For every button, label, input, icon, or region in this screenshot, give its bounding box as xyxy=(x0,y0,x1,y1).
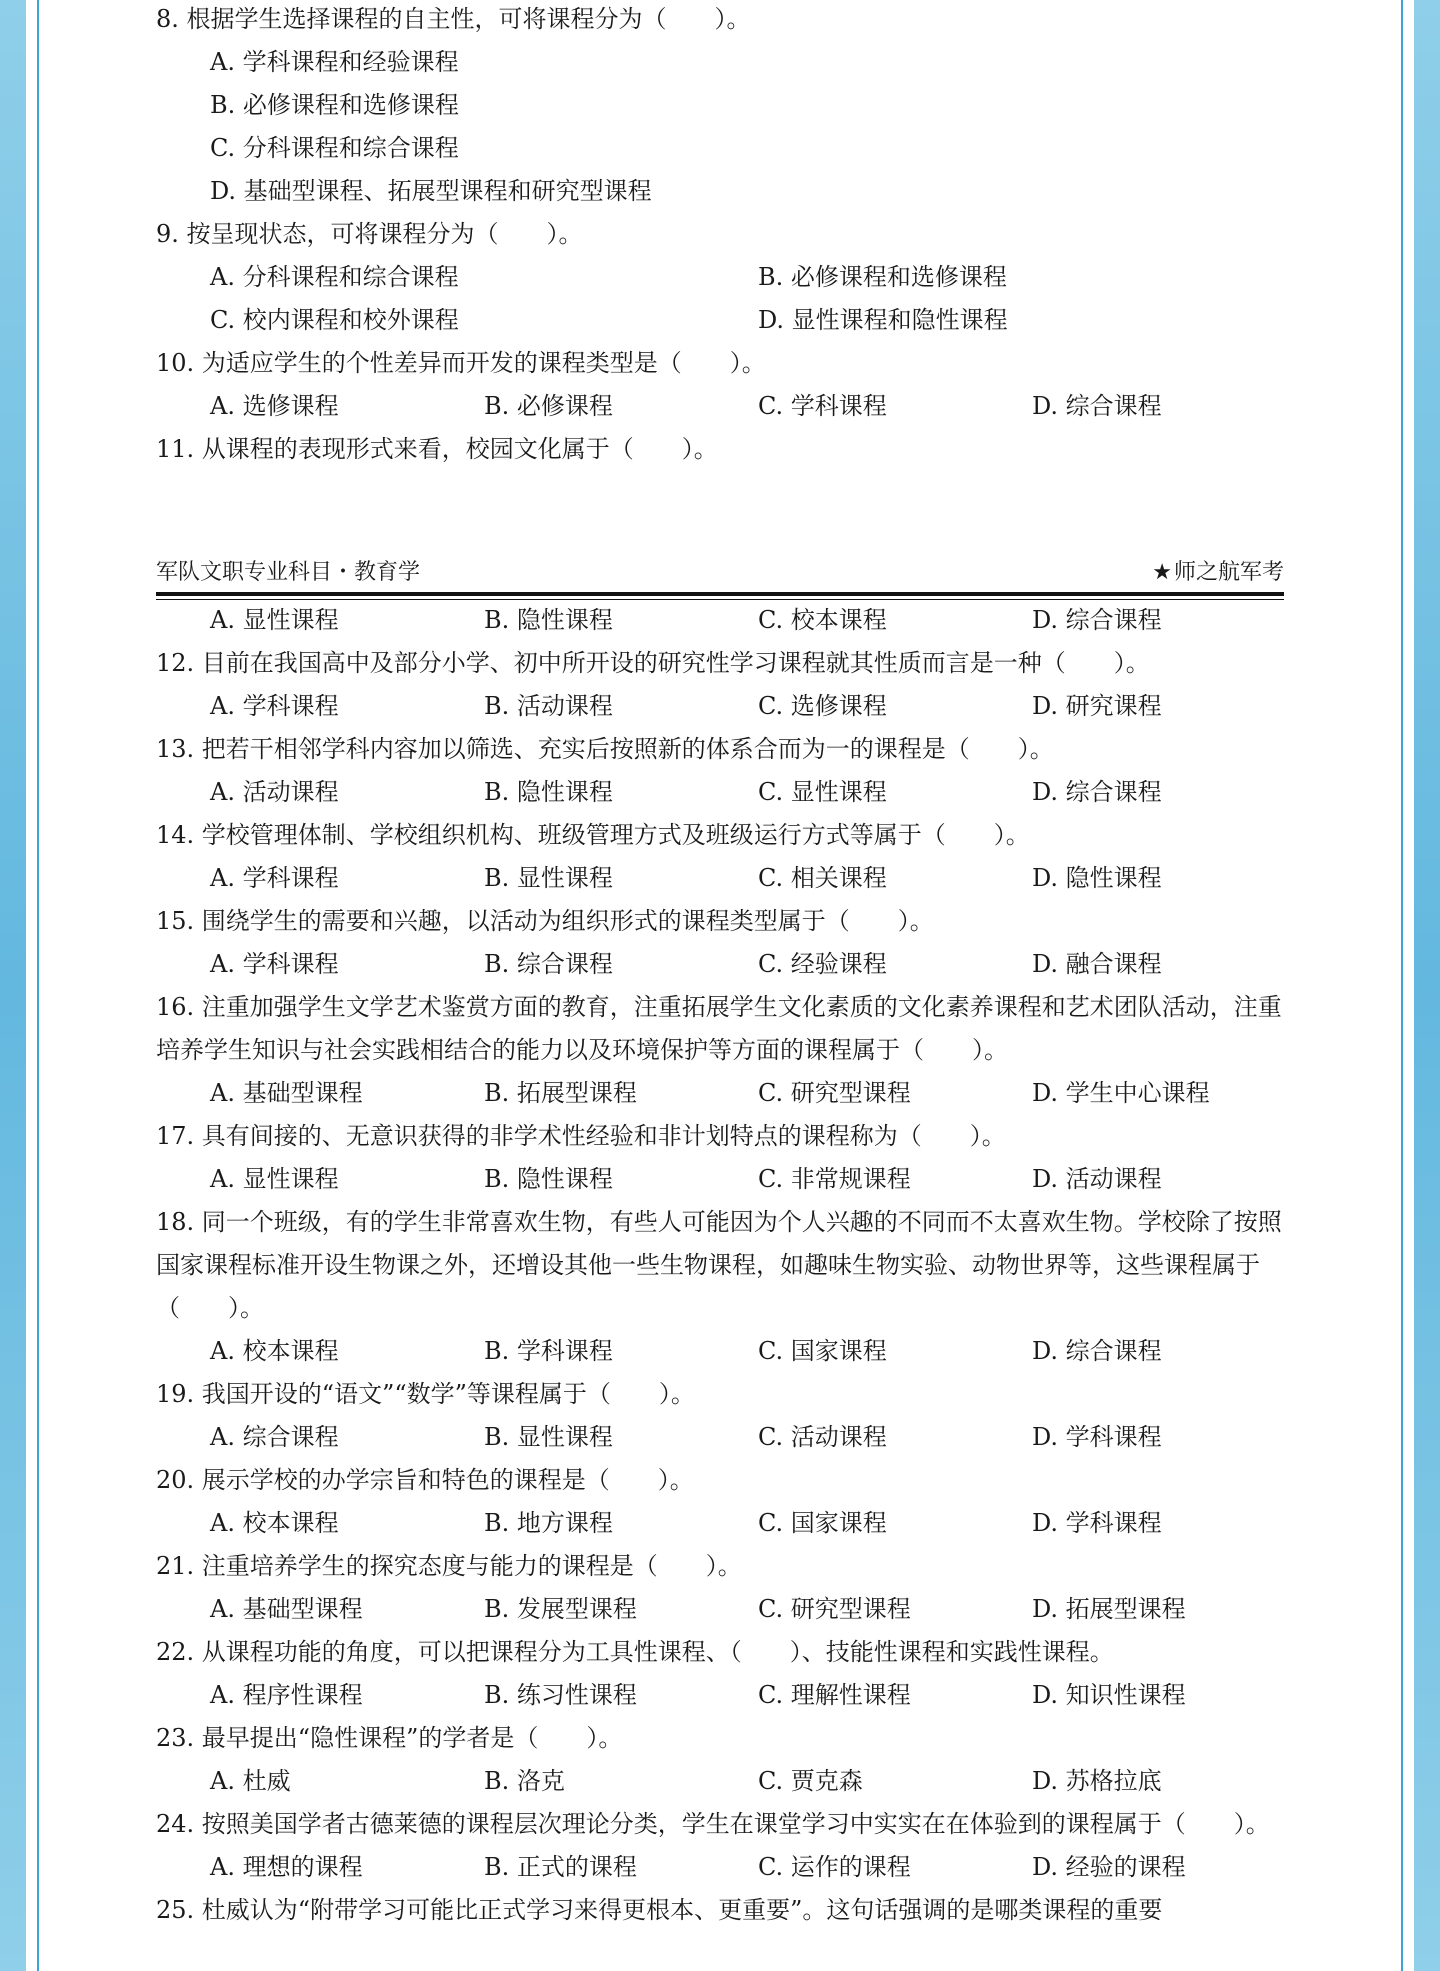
left-decor-rule xyxy=(37,0,39,1971)
question-18-options xyxy=(156,1330,1284,1373)
question-15-option-c: C. 经验课程 xyxy=(758,950,887,978)
question-14-options xyxy=(156,857,1284,900)
question-20-option-b: B. 地方课程 xyxy=(484,1509,613,1537)
header-right xyxy=(1152,558,1284,588)
question-10-option-b: B. 必修课程 xyxy=(484,392,613,420)
question-16-stem: 16. 注重加强学生文学艺术鉴赏方面的教育，注重拓展学生文化素质的文化素养课程和艺术团队活动，注重培养学生知识与社会实践相结合的能力以及环境保护等方面的课程属于（ ）。 xyxy=(156,993,1282,1064)
question-17-stem: 17. 具有间接的、无意识获得的非学术性经验和非计划特点的课程称为（ ）。 xyxy=(156,1122,1006,1150)
question-14-option-d: D. 隐性课程 xyxy=(1032,864,1162,892)
question-13-option-c: C. 显性课程 xyxy=(758,778,887,806)
question-23-option-b: B. 洛克 xyxy=(484,1767,565,1795)
question-17-option-b: B. 隐性课程 xyxy=(484,1165,613,1193)
question-23-option-d: D. 苏格拉底 xyxy=(1032,1767,1162,1795)
question-13-options xyxy=(156,771,1284,814)
question-14-option-c: C. 相关课程 xyxy=(758,864,887,892)
question-19-option-b: B. 显性课程 xyxy=(484,1423,613,1451)
right-decor-rule xyxy=(1401,0,1403,1971)
question-13-option-d: D. 综合课程 xyxy=(1032,778,1162,806)
question-11-stem: 11. 从课程的表现形式来看，校园文化属于（ ）。 xyxy=(156,435,718,463)
question-21-options xyxy=(156,1588,1284,1631)
question-11-option-b: B. 隐性课程 xyxy=(484,606,613,634)
question-22-option-c: C. 理解性课程 xyxy=(758,1681,911,1709)
question-12-stem: 12. 目前在我国高中及部分小学、初中所开设的研究性学习课程就其性质而言是一种（ ）。 xyxy=(156,649,1150,677)
question-13-stem: 13. 把若干相邻学科内容加以筛选、充实后按照新的体系合而为一的课程是（ ）。 xyxy=(156,735,1054,763)
question-21-option-b: B. 发展型课程 xyxy=(484,1595,637,1623)
question-8-option-d: D. 基础型课程、拓展型课程和研究型课程 xyxy=(210,177,652,205)
question-25-stem: 25. 杜威认为“附带学习可能比正式学习来得更根本、更重要”。这句话强调的是哪类课程的重要 xyxy=(156,1896,1163,1924)
question-10-option-a: A. 选修课程 xyxy=(210,392,339,420)
question-15-option-d: D. 融合课程 xyxy=(1032,950,1162,978)
question-9-option-a: A. 分科课程和综合课程 xyxy=(210,263,459,291)
question-13-option-a: A. 活动课程 xyxy=(210,778,339,806)
question-9-options-row-1 xyxy=(156,256,1284,299)
question-24-options xyxy=(156,1846,1284,1889)
question-24-option-c: C. 运作的课程 xyxy=(758,1853,911,1881)
question-22-options xyxy=(156,1674,1284,1717)
question-24-stem: 24. 按照美国学者古德莱德的课程层次理论分类，学生在课堂学习中实实在在体验到的课程属于（ ）。 xyxy=(156,1810,1270,1838)
question-22-option-d: D. 知识性课程 xyxy=(1032,1681,1186,1709)
question-13-option-b: B. 隐性课程 xyxy=(484,778,613,806)
question-10-option-d: D. 综合课程 xyxy=(1032,392,1162,420)
question-18-option-b: B. 学科课程 xyxy=(484,1337,613,1365)
question-12-option-b: B. 活动课程 xyxy=(484,692,613,720)
question-22-option-b: B. 练习性课程 xyxy=(484,1681,637,1709)
top-question-block xyxy=(156,0,1284,471)
question-18-option-d: D. 综合课程 xyxy=(1032,1337,1162,1365)
question-12-option-c: C. 选修课程 xyxy=(758,692,887,720)
question-9-stem: 9. 按呈现状态，可将课程分为（ ）。 xyxy=(156,220,583,248)
question-14-stem: 14. 学校管理体制、学校组织机构、班级管理方式及班级运行方式等属于（ ）。 xyxy=(156,821,1030,849)
question-20-option-d: D. 学科课程 xyxy=(1032,1509,1162,1537)
question-21-option-a: A. 基础型课程 xyxy=(210,1595,363,1623)
main-question-block xyxy=(156,599,1284,1932)
question-24-option-a: A. 理想的课程 xyxy=(210,1853,363,1881)
question-12-options xyxy=(156,685,1284,728)
question-19-option-d: D. 学科课程 xyxy=(1032,1423,1162,1451)
question-10-options xyxy=(156,385,1284,428)
question-23-options xyxy=(156,1760,1284,1803)
question-17-option-c: C. 非常规课程 xyxy=(758,1165,911,1193)
question-20-option-a: A. 校本课程 xyxy=(210,1509,339,1537)
question-20-option-c: C. 国家课程 xyxy=(758,1509,887,1537)
question-17-option-a: A. 显性课程 xyxy=(210,1165,339,1193)
question-10-option-c: C. 学科课程 xyxy=(758,392,887,420)
question-16-option-b: B. 拓展型课程 xyxy=(484,1079,637,1107)
question-23-option-a: A. 杜威 xyxy=(210,1767,291,1795)
header-right-title: 师之航军考 xyxy=(1173,560,1284,585)
question-14-option-b: B. 显性课程 xyxy=(484,864,613,892)
question-22-stem: 22. 从课程功能的角度，可以把课程分为工具性课程、（ ）、技能性课程和实践性课程。 xyxy=(156,1638,1114,1666)
question-19-option-a: A. 综合课程 xyxy=(210,1423,339,1451)
question-8-option-c: C. 分科课程和综合课程 xyxy=(210,134,459,162)
question-8-option-b: B. 必修课程和选修课程 xyxy=(210,91,459,119)
question-19-stem: 19. 我国开设的“语文”“数学”等课程属于（ ）。 xyxy=(156,1380,695,1408)
question-18-option-a: A. 校本课程 xyxy=(210,1337,339,1365)
question-11-option-c: C. 校本课程 xyxy=(758,606,887,634)
question-20-stem: 20. 展示学校的办学宗旨和特色的课程是（ ）。 xyxy=(156,1466,694,1494)
question-24-option-b: B. 正式的课程 xyxy=(484,1853,637,1881)
question-9-option-d: D. 显性课程和隐性课程 xyxy=(758,306,1008,334)
question-15-stem: 15. 围绕学生的需要和兴趣，以活动为组织形式的课程类型属于（ ）。 xyxy=(156,907,934,935)
question-10-stem: 10. 为适应学生的个性差异而开发的课程类型是（ ）。 xyxy=(156,349,766,377)
left-decor-band xyxy=(0,0,26,1971)
question-14-option-a: A. 学科课程 xyxy=(210,864,339,892)
question-9-option-b: B. 必修课程和选修课程 xyxy=(758,263,1007,291)
question-17-option-d: D. 活动课程 xyxy=(1032,1165,1162,1193)
header-left-title: 军队文职专业科目・教育学 xyxy=(156,560,421,585)
question-12-option-d: D. 研究课程 xyxy=(1032,692,1162,720)
question-19-options xyxy=(156,1416,1284,1459)
right-decor-band xyxy=(1414,0,1440,1971)
page-header xyxy=(156,552,1284,588)
question-21-option-d: D. 拓展型课程 xyxy=(1032,1595,1186,1623)
question-12-option-a: A. 学科课程 xyxy=(210,692,339,720)
question-11-option-a: A. 显性课程 xyxy=(210,606,339,634)
question-18-option-c: C. 国家课程 xyxy=(758,1337,887,1365)
header-rule-thick xyxy=(156,592,1284,596)
question-15-option-b: B. 综合课程 xyxy=(484,950,613,978)
question-9-options-row-2 xyxy=(156,299,1284,342)
question-16-option-c: C. 研究型课程 xyxy=(758,1079,911,1107)
question-8-stem: 8. 根据学生选择课程的自主性，可将课程分为（ ）。 xyxy=(156,5,751,33)
question-19-option-c: C. 活动课程 xyxy=(758,1423,887,1451)
question-16-option-d: D. 学生中心课程 xyxy=(1032,1079,1210,1107)
question-15-options xyxy=(156,943,1284,986)
question-9-option-c: C. 校内课程和校外课程 xyxy=(210,306,459,334)
question-18-stem: 18. 同一个班级，有的学生非常喜欢生物，有些人可能因为个人兴趣的不同而不太喜欢生物。学校除了按照国家课程标准开设生物课之外，还增设其他一些生物课程，如趣味生物实验、动物世界等，这些课程属于（ ）。 xyxy=(156,1208,1282,1322)
question-23-stem: 23. 最早提出“隐性课程”的学者是（ ）。 xyxy=(156,1724,623,1752)
question-16-option-a: A. 基础型课程 xyxy=(210,1079,363,1107)
star-icon: ★ xyxy=(1152,560,1172,585)
question-8-option-a: A. 学科课程和经验课程 xyxy=(210,48,459,76)
question-20-options xyxy=(156,1502,1284,1545)
question-15-option-a: A. 学科课程 xyxy=(210,950,339,978)
question-11-options xyxy=(156,599,1284,642)
question-23-option-c: C. 贾克森 xyxy=(758,1767,863,1795)
question-16-options xyxy=(156,1072,1284,1115)
question-17-options xyxy=(156,1158,1284,1201)
question-21-option-c: C. 研究型课程 xyxy=(758,1595,911,1623)
question-21-stem: 21. 注重培养学生的探究态度与能力的课程是（ ）。 xyxy=(156,1552,742,1580)
question-22-option-a: A. 程序性课程 xyxy=(210,1681,363,1709)
question-11-option-d: D. 综合课程 xyxy=(1032,606,1162,634)
question-24-option-d: D. 经验的课程 xyxy=(1032,1853,1186,1881)
